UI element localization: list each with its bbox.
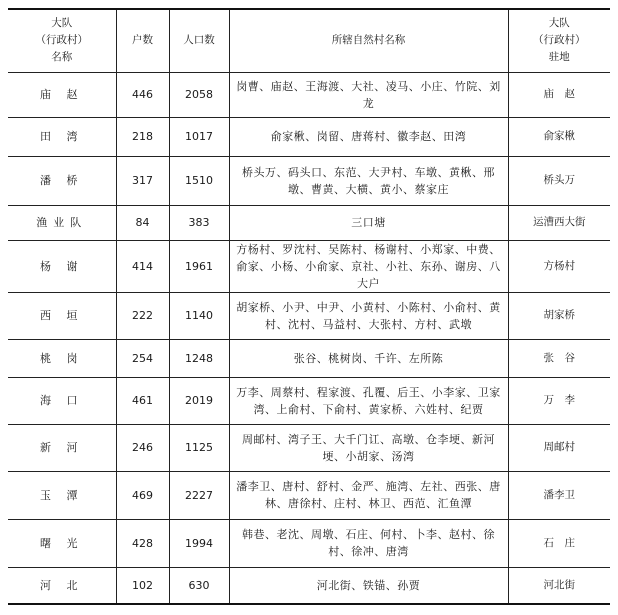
brigade-name: 桃 岗 <box>8 339 116 377</box>
villages-cell: 周邮村、湾子王、大千门讧、高墩、仓李埂、新河埂、小胡家、汤湾 <box>229 424 508 471</box>
table-row <box>8 117 610 156</box>
header-row <box>8 9 610 72</box>
table-row <box>8 205 610 240</box>
population-cell: 1125 <box>169 424 229 471</box>
villages-cell: 俞家楸、岗留、唐蒋村、徽李赵、田湾 <box>229 117 508 156</box>
villages-cell: 桥头万、码头口、东范、大尹村、车墩、黄楸、邢墩、曹黄、大横、黄小、蔡家庄 <box>229 156 508 205</box>
seat-cell: 桥头万 <box>508 156 610 205</box>
villages-cell: 韩巷、老沈、周墩、石庄、何村、卜李、赵村、徐村、徐冲、唐湾 <box>229 519 508 567</box>
households-cell: 222 <box>116 292 169 339</box>
villages-cell: 胡家桥、小尹、中尹、小黄村、小陈村、小俞村、黄村、沈村、马益村、大张村、方村、武墩 <box>229 292 508 339</box>
seat-cell: 庙 赵 <box>508 72 610 117</box>
population-cell: 1017 <box>169 117 229 156</box>
table-row <box>8 156 610 205</box>
households-cell: 428 <box>116 519 169 567</box>
seat-cell: 胡家桥 <box>508 292 610 339</box>
brigade-name: 玉 潭 <box>8 471 116 519</box>
brigade-name: 庙 赵 <box>8 72 116 117</box>
brigade-name: 西 垣 <box>8 292 116 339</box>
brigade-name: 杨 谢 <box>8 240 116 292</box>
population-cell: 1994 <box>169 519 229 567</box>
villages-cell: 岗曹、庙赵、王海渡、大社、凌马、小庄、竹院、刘龙 <box>229 72 508 117</box>
header-population: 人口数 <box>169 9 229 72</box>
brigade-name: 田 湾 <box>8 117 116 156</box>
seat-cell: 俞家楸 <box>508 117 610 156</box>
seat-cell: 张 谷 <box>508 339 610 377</box>
header-households: 户数 <box>116 9 169 72</box>
seat-cell: 运漕西大街 <box>508 205 610 240</box>
households-cell: 102 <box>116 567 169 604</box>
seat-cell: 万 李 <box>508 377 610 424</box>
households-cell: 254 <box>116 339 169 377</box>
brigade-name: 河 北 <box>8 567 116 604</box>
table-row <box>8 240 610 292</box>
seat-cell: 方杨村 <box>508 240 610 292</box>
villages-cell: 潘李卫、唐村、舒村、金严、施湾、左社、西张、唐林、唐徐村、庄村、林卫、西范、汇鱼潭 <box>229 471 508 519</box>
seat-cell: 石 庄 <box>508 519 610 567</box>
table-row <box>8 567 610 604</box>
households-cell: 414 <box>116 240 169 292</box>
population-cell: 383 <box>169 205 229 240</box>
villages-cell: 张谷、桃树岗、千许、左所陈 <box>229 339 508 377</box>
villages-cell: 三口塘 <box>229 205 508 240</box>
table-row <box>8 424 610 471</box>
header-brigade-name: 大队 （行政村） 名称 <box>8 9 116 72</box>
brigade-name: 曙 光 <box>8 519 116 567</box>
households-cell: 461 <box>116 377 169 424</box>
brigade-name: 新 河 <box>8 424 116 471</box>
population-cell: 1140 <box>169 292 229 339</box>
table-row <box>8 339 610 377</box>
villages-cell: 方杨村、罗沈村、吴陈村、杨谢村、小郑家、中费、俞家、小杨、小俞家、京社、小社、东孙、谢房、八大户 <box>229 240 508 292</box>
table-row <box>8 519 610 567</box>
population-cell: 2227 <box>169 471 229 519</box>
seat-cell: 周邮村 <box>508 424 610 471</box>
households-cell: 246 <box>116 424 169 471</box>
header-seat: 大队 （行政村） 驻地 <box>508 9 610 72</box>
table-row <box>8 72 610 117</box>
population-cell: 2058 <box>169 72 229 117</box>
households-cell: 218 <box>116 117 169 156</box>
brigade-name: 潘 桥 <box>8 156 116 205</box>
seat-cell: 潘李卫 <box>508 471 610 519</box>
brigade-name: 海 口 <box>8 377 116 424</box>
population-cell: 630 <box>169 567 229 604</box>
village-table <box>8 8 610 605</box>
villages-cell: 河北街、铁锚、孙贾 <box>229 567 508 604</box>
table-row <box>8 471 610 519</box>
population-cell: 1961 <box>169 240 229 292</box>
villages-cell: 万李、周蔡村、程家渡、孔覆、后王、小李家、卫家湾、上俞村、下俞村、黄家桥、六姓村、纪贾 <box>229 377 508 424</box>
population-cell: 1510 <box>169 156 229 205</box>
header-villages: 所辖自然村名称 <box>229 9 508 72</box>
households-cell: 84 <box>116 205 169 240</box>
households-cell: 469 <box>116 471 169 519</box>
brigade-name: 渔业队 <box>8 205 116 240</box>
population-cell: 1248 <box>169 339 229 377</box>
seat-cell: 河北街 <box>508 567 610 604</box>
table-row <box>8 292 610 339</box>
households-cell: 446 <box>116 72 169 117</box>
population-cell: 2019 <box>169 377 229 424</box>
table-row <box>8 377 610 424</box>
households-cell: 317 <box>116 156 169 205</box>
